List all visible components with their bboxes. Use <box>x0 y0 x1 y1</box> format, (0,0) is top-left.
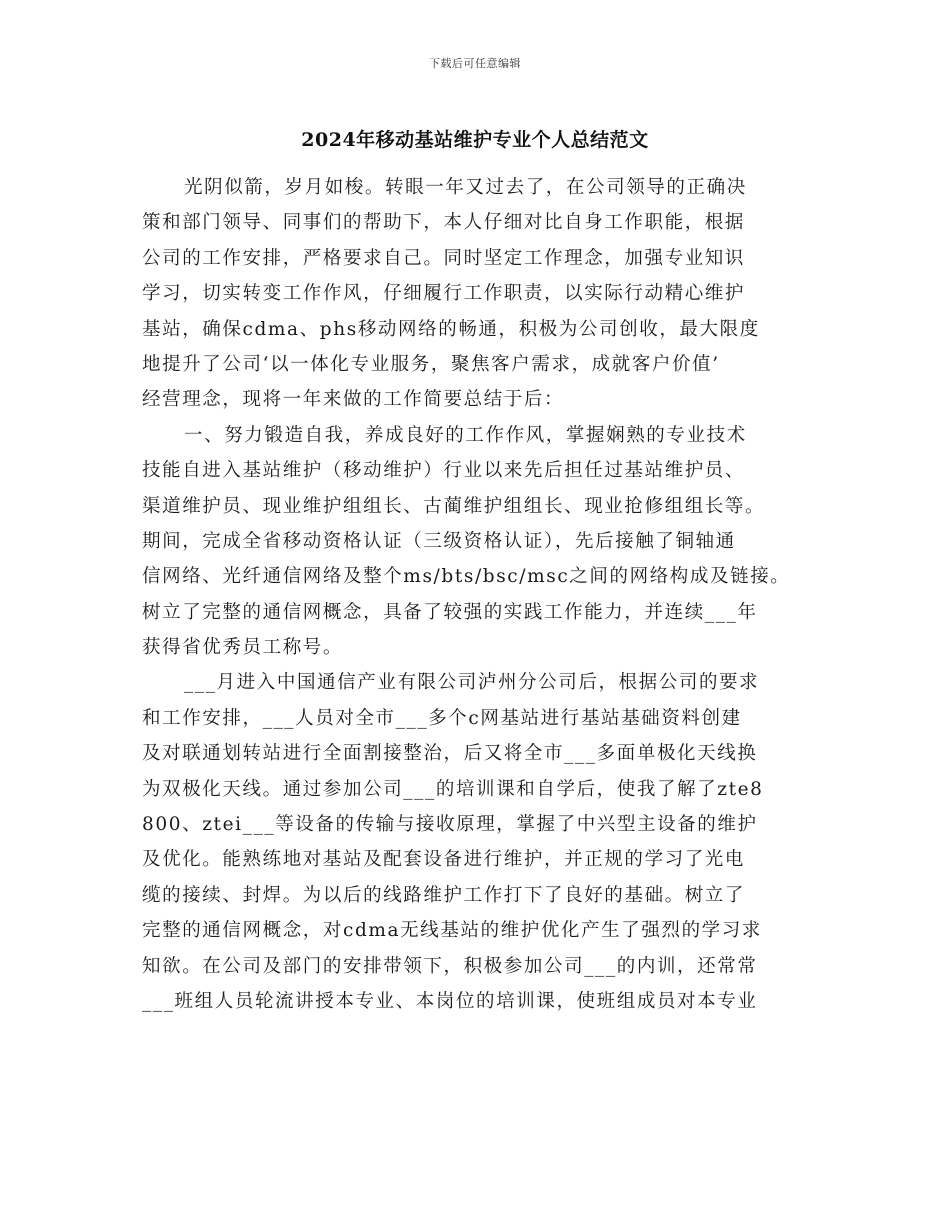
text-line: 信网络、光纤通信网络及整个ms/bts/bsc/msc之间的网络构成及链接。 <box>142 566 791 588</box>
document-body <box>142 175 812 1024</box>
text-line: 基站，确保cdma、phs移动网络的畅通，积极为公司创收，最大限度 <box>142 318 760 340</box>
text-line: 地提升了公司‘以一体化专业服务，聚焦客户需求，成就客户价值’ <box>142 353 720 375</box>
text-line: 为双极化天线。通过参加公司___的培训课和自学后，使我了解了zte8 <box>142 778 764 800</box>
text-line: 经营理念，现将一年来做的工作简要总结于后： <box>142 389 565 411</box>
text-line: 渠道维护员、现业维护组组长、古蔺维护组组长、现业抢修组组长等。 <box>142 495 766 517</box>
text-line: 及优化。能熟练地对基站及配套设备进行维护，并正规的学习了光电 <box>142 849 746 871</box>
text-line: 公司的工作安排，严格要求自己。同时坚定工作理念，加强专业知识 <box>142 247 746 269</box>
text-line: ___月进入中国通信产业有限公司泸州分公司后，根据公司的要求 <box>184 672 760 694</box>
text-line: 期间，完成全省移动资格认证（三级资格认证），先后接触了铜轴通 <box>142 530 736 552</box>
text-line: 一、努力锻造自我，养成良好的工作作风，掌握娴熟的专业技术 <box>184 424 747 446</box>
text-line: 完整的通信网概念，对cdma无线基站的维护优化产生了强烈的学习求 <box>142 920 762 942</box>
text-line: 光阴似箭，岁月如梭。转眼一年又过去了，在公司领导的正确决 <box>184 177 747 198</box>
text-line: 缆的接续、封焊。为以后的线路维护工作打下了良好的基础。树立了 <box>142 884 746 906</box>
text-line: 技能自进入基站维护（移动维护）行业以来先后担任过基站维护员、 <box>142 460 746 482</box>
text-line: ___班组人员轮流讲授本专业、本岗位的培训课，使班组成员对本专业 <box>142 990 758 1012</box>
text-line: 及对联通划转站进行全面割接整治，后又将全市___多面单极化天线换 <box>142 743 758 765</box>
text-line: 800、ztei___等设备的传输与接收原理，掌握了中兴型主设备的维护 <box>142 814 758 836</box>
text-line: 学习，切实转变工作作风，仔细履行工作职责，以实际行动精心维护 <box>142 283 746 305</box>
page-header-note: 下载后可任意编辑 <box>429 57 521 70</box>
text-line: 获得省优秀员工称号。 <box>142 637 344 659</box>
text-line: 策和部门领导、同事们的帮助下，本人仔细对比自身工作职能，根据 <box>142 212 746 234</box>
text-line: 树立了完整的通信网概念，具备了较强的实践工作能力，并连续___年 <box>142 601 758 623</box>
text-line: 和工作安排，___人员对全市___多个c网基站进行基站基础资料创建 <box>142 707 742 729</box>
text-line: 知欲。在公司及部门的安排带领下，积极参加公司___的内训，还常常 <box>142 955 758 977</box>
document-title: 2024年移动基站维护专业个人总结范文 <box>301 129 649 151</box>
